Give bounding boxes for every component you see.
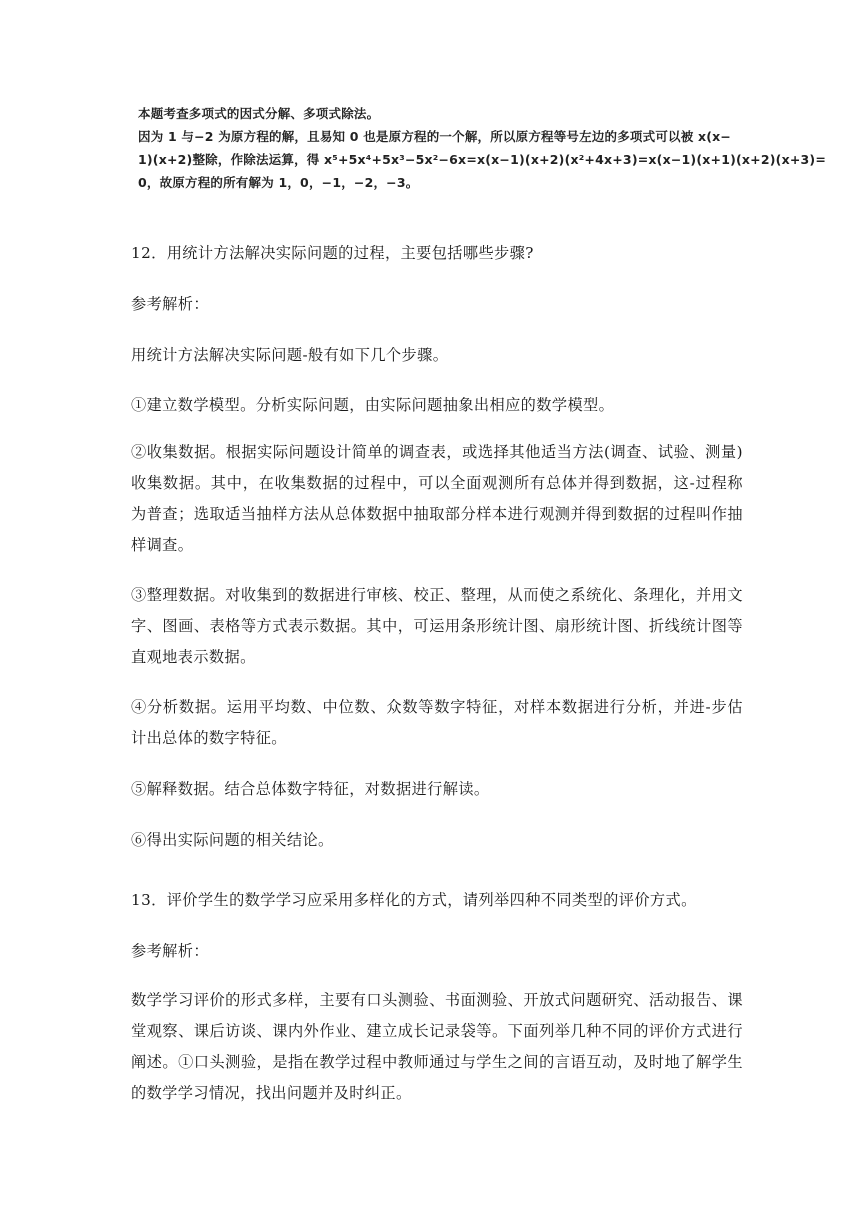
q12-step-3: ③整理数据。对收集到的数据进行审核、校正、整理，从而使之系统化、条理化，并用文字、图画、表格等方式表示数据。其中，可运用条形统计图、扇形统计图、折线统计图等直观地表示数据。 bbox=[131, 586, 743, 666]
scan-line-1: 本题考查多项式的因式分解、多项式除法。 bbox=[138, 106, 380, 121]
q12-step-1: ①建立数学模型。分析实际问题，由实际问题抽象出相应的数学模型。 bbox=[131, 396, 615, 414]
q12-intro: 用统计方法解决实际问题-般有如下几个步骤。 bbox=[131, 346, 449, 364]
q12-step-2: ②收集数据。根据实际问题设计简单的调查表，或选择其他适当方法(调查、试验、测量)收集数据。其中，在收集数据的过程中，可以全面观测所有总体并得到数据，这-过程称为普查；选取适当抽样方法从总体数据中抽取部分样本进行观测并得到数据的过程叫作抽样调查。 bbox=[131, 443, 743, 554]
question-12: 12．用统计方法解决实际问题的过程，主要包括哪些步骤? bbox=[131, 244, 534, 262]
scanned-solution-excerpt bbox=[138, 102, 826, 194]
scan-line-4: 0，故原方程的所有解为 1，0，−1，−2，−3。 bbox=[138, 175, 419, 190]
scan-line-2: 因为 1 与−2 为原方程的解，且易知 0 也是原方程的一个解，所以原方程等号左边的多项式可以被 x(x− bbox=[138, 129, 732, 144]
q12-step-5: ⑤解释数据。结合总体数字特征，对数据进行解读。 bbox=[131, 780, 490, 798]
q12-step-4: ④分析数据。运用平均数、中位数、众数等数字特征，对样本数据进行分析，并进-步估计出总体的数字特征。 bbox=[131, 698, 743, 747]
scan-line-3: 1)(x+2)整除，作除法运算，得 x⁵+5x⁴+5x³−5x²−6x=x(x−1)(x+2)(x²+4x+3)=x(x−1)(x+1)(x+2)(x+3)= bbox=[138, 152, 826, 167]
q12-reference-label: 参考解析： bbox=[131, 295, 209, 313]
q13-answer: 数学学习评价的形式多样，主要有口头测验、书面测验、开放式问题研究、活动报告、课堂观察、课后访谈、课内外作业、建立成长记录袋等。下面列举几种不同的评价方式进行阐述。①口头测验，是指在教学过程中教师通过与学生之间的言语互动，及时地了解学生的数学学习情况，找出问题并及时纠正。 bbox=[131, 991, 743, 1102]
q12-step-6: ⑥得出实际问题的相关结论。 bbox=[131, 831, 334, 849]
q13-reference-label: 参考解析： bbox=[131, 942, 209, 960]
question-13: 13．评价学生的数学学习应采用多样化的方式，请列举四种不同类型的评价方式。 bbox=[131, 891, 697, 909]
